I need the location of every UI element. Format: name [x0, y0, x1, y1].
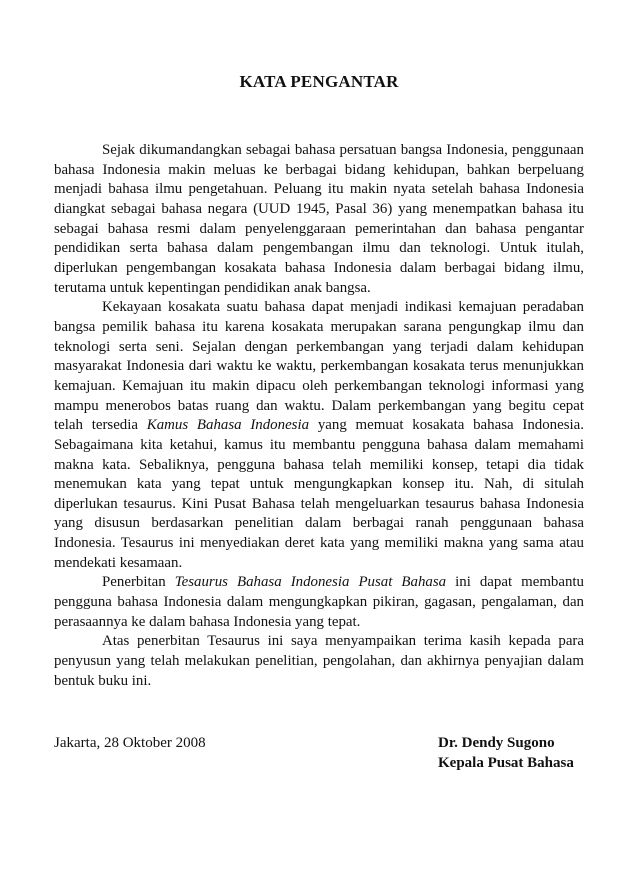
paragraph-text: Penerbitan [102, 574, 175, 591]
paragraph-text: ini dapat membantu pengguna bahasa Indonesia dalam mengungkapkan pikiran, gagasan, pengalaman, dan perasaannya ke dalam bahasa Indonesia yang tepat. [54, 574, 584, 630]
body-text [54, 141, 584, 691]
place-date: Jakarta, 28 Oktober 2008 [54, 735, 206, 751]
paragraph-text: yang memuat kosakata bahasa Indonesia. Sebagaimana kita ketahui, kamus itu membantu pengguna bahasa dalam memahami makna kata. Sebaliknya, pengguna bahasa telah memiliki konsep, tetapi dia tidak menemukan kata yang tepat untuk mengungkapkan konsep itu. Nah, di situlah diperlukan tesaurus. Kini Pusat Bahasa telah mengeluarkan tesaurus bahasa Indonesia yang disusun berdasarkan penelitian dalam berbagai ranah penggunaan bahasa Indonesia. Tesaurus ini menyediakan deret kata yang memiliki makna yang sama atau mendekati kesamaan. [54, 417, 584, 571]
paragraph-text: Kekayaan kosakata suatu bahasa dapat menjadi indikasi kemajuan peradaban bangsa pemilik bahasa itu karena kosakata merupakan sarana pengungkap ilmu dan teknologi serta seni. Sejalan dengan perkembangan yang terjadi dalam kehidupan masyarakat Indonesia dari waktu ke waktu, perkembangan kosakata terus menunjukkan kemajuan. Kemajuan itu makin dipacu oleh perkembangan teknologi informasi yang mampu menerobos batas ruang dan waktu. Dalam perkembangan yang begitu cepat telah tersedia [54, 299, 584, 434]
paragraph-text: Atas penerbitan Tesaurus ini saya menyampaikan terima kasih kepada para penyusun yang telah melakukan penelitian, pengolahan, dan akhirnya penyajian dalam bentuk buku ini. [54, 633, 584, 689]
signature-block [438, 733, 574, 773]
paragraph-4 [54, 632, 584, 691]
paragraph-2 [54, 298, 584, 573]
signatory-name: Dr. Dendy Sugono [438, 735, 555, 751]
paragraph-3 [54, 573, 584, 632]
paragraph-text: Sejak dikumandangkan sebagai bahasa persatuan bangsa Indonesia, penggunaan bahasa Indonesia makin meluas ke berbagai bidang kehidupan, bahkan berpeluang menjadi bahasa ilmu pengetahuan. Peluang itu makin nyata setelah bahasa Indonesia diangkat sebagai bahasa negara (UUD 1945, Pasal 36) yang menempatkan bahasa itu sebagai bahasa resmi dalam penyelenggaraan pemerintahan dan bahasa pengantar pendidikan serta bahasa dalam pengembangan ilmu dan teknologi. Untuk itulah, diperlukan pengembangan kosakata bahasa Indonesia dalam berbagai bidang ilmu, terutama untuk kepentingan pendidikan anak bangsa. [54, 142, 584, 296]
book-title-tesaurus: Tesaurus Bahasa Indonesia Pusat Bahasa [174, 574, 447, 591]
signatory-title: Kepala Pusat Bahasa [438, 755, 574, 771]
book-title-kamus: Kamus Bahasa Indonesia [146, 417, 310, 434]
paragraph-1 [54, 141, 584, 298]
page-title: KATA PENGANTAR [239, 72, 399, 91]
